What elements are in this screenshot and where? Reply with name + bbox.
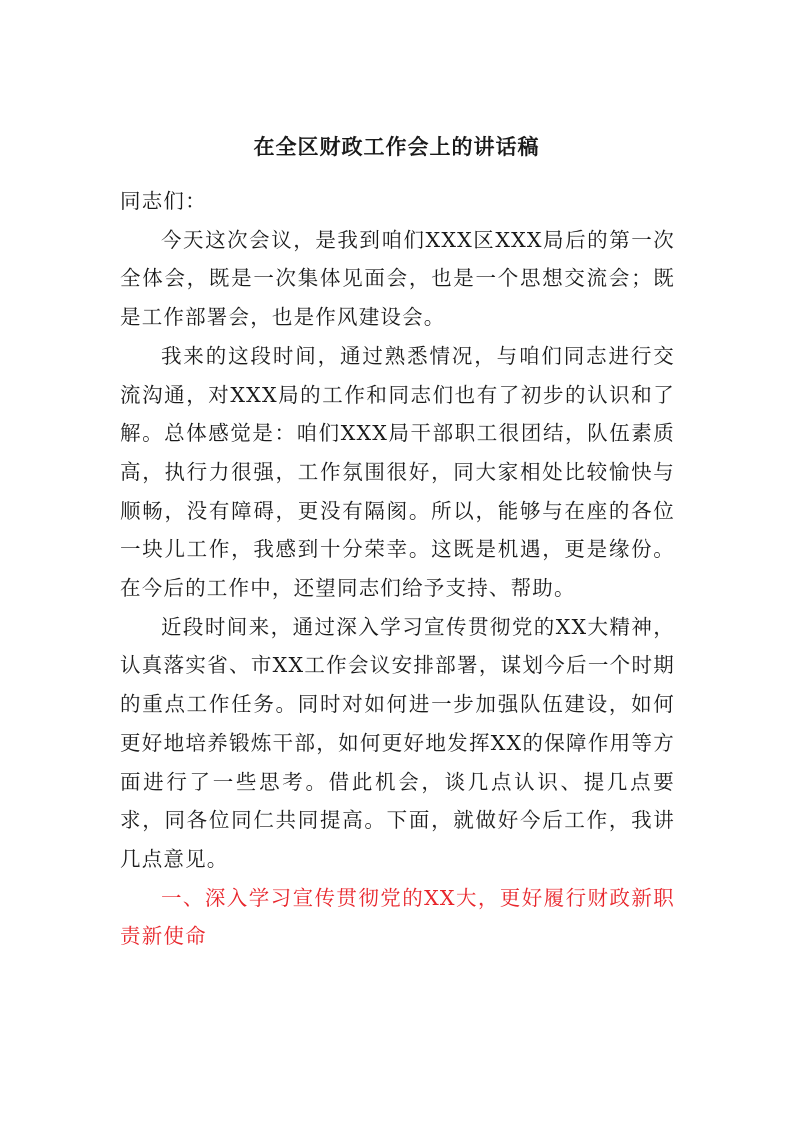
paragraph-1: 今天这次会议，是我到咱们XXX区XXX局后的第一次全体会，既是一次集体见面会，也是一个思想交流会；既是工作部署会，也是作风建设会。 bbox=[120, 227, 675, 330]
paragraph-2: 我来的这段时间，通过熟悉情况，与咱们同志进行交流沟通，对XXX局的工作和同志们也有了初步的认识和了解。总体感觉是：咱们XXX局干部职工很团结，队伍素质高，执行力很强，工作氛围很好，同大家相处比较愉快与顺畅，没有障碍，更没有隔阂。所以，能够与在座的各位一块儿工作，我感到十分荣幸。这既是机遇，更是缘份。在今后的工作中，还望同志们给予支持、帮助。 bbox=[120, 343, 675, 601]
salutation: 同志们： bbox=[120, 189, 207, 213]
document-title: 在全区财政工作会上的讲话稿 bbox=[253, 134, 540, 159]
section-heading-1: 一、深入学习宣传贯彻党的XX大，更好履行财政新职责新使命 bbox=[120, 885, 675, 949]
paragraph-3: 近段时间来，通过深入学习宣传贯彻党的XX大精神，认真落实省、市XX工作会议安排部署，谋划今后一个时期的重点工作任务。同时对如何进一步加强队伍建设，如何更好地培养锻炼干部，如何更好地发挥XX的保障作用等方面进行了一些思考。借此机会，谈几点认识、提几点要求，同各位同仁共同提高。下面，就做好今后工作，我讲几点意见。 bbox=[120, 614, 675, 871]
document-body bbox=[120, 182, 675, 956]
